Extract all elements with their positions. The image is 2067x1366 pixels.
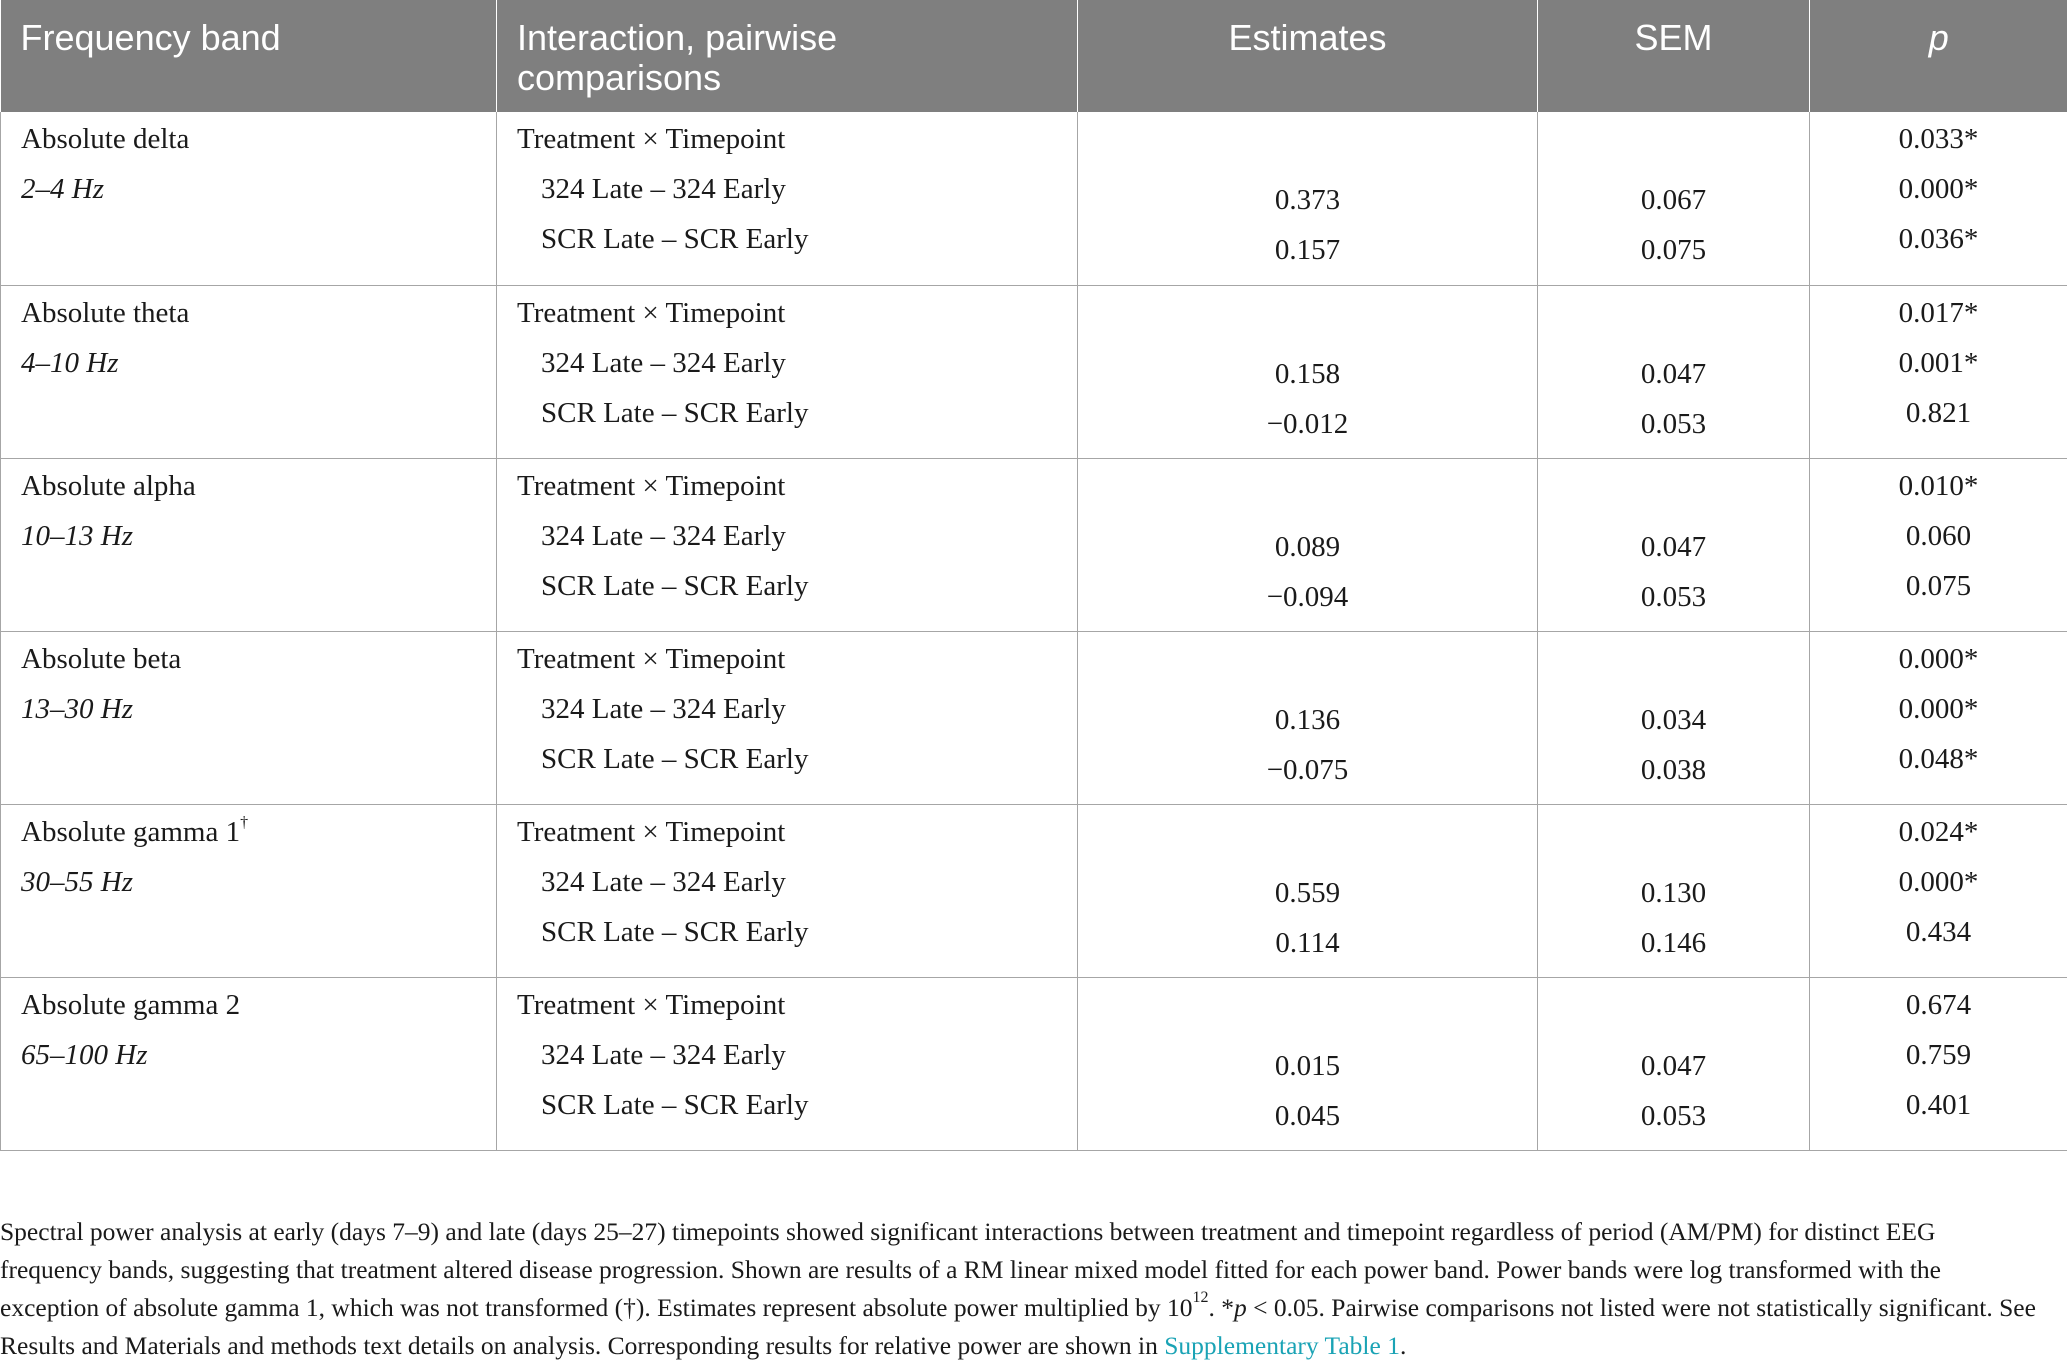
estimate-324: 0.089 bbox=[1274, 530, 1341, 563]
interaction-label: Treatment × Timepoint bbox=[517, 988, 786, 1021]
table-row bbox=[1, 804, 2067, 977]
p-cell bbox=[1810, 458, 2067, 631]
p-324: 0.000* bbox=[1898, 865, 1979, 898]
band-cell bbox=[1, 631, 497, 804]
p-cell bbox=[1810, 804, 2067, 977]
table-row bbox=[1, 977, 2067, 1150]
interaction-label: Treatment × Timepoint bbox=[517, 469, 786, 502]
band-range: 10–13 Hz bbox=[21, 519, 133, 552]
table-header-row bbox=[1, 0, 2067, 112]
sem-324: 0.047 bbox=[1640, 1049, 1707, 1082]
band-cell bbox=[1, 804, 497, 977]
band-range: 65–100 Hz bbox=[21, 1038, 148, 1071]
interaction-label: Treatment × Timepoint bbox=[517, 123, 786, 155]
header-interaction-line1: Interaction, pairwise bbox=[517, 17, 838, 58]
supplementary-table-link[interactable]: Supplementary Table 1 bbox=[1164, 1331, 1400, 1360]
p-cell bbox=[1810, 285, 2067, 458]
interaction-cell bbox=[497, 977, 1078, 1150]
p-324: 0.759 bbox=[1905, 1038, 1972, 1071]
sem-scr: 0.053 bbox=[1640, 407, 1707, 440]
comparison-324: 324 Late – 324 Early bbox=[541, 1038, 786, 1071]
band-range: 13–30 Hz bbox=[21, 692, 133, 725]
sem-cell bbox=[1538, 112, 1810, 285]
band-range: 4–10 Hz bbox=[21, 346, 119, 379]
footnote-part2: . * bbox=[1208, 1293, 1235, 1322]
comparison-324: 324 Late – 324 Early bbox=[541, 346, 786, 379]
footnote-text bbox=[0, 1213, 2040, 1365]
comparison-324: 324 Late – 324 Early bbox=[541, 173, 786, 205]
sem-scr: 0.053 bbox=[1640, 580, 1707, 613]
sem-cell bbox=[1538, 285, 1810, 458]
p-interaction: 0.000* bbox=[1898, 642, 1979, 675]
comparison-scr: SCR Late – SCR Early bbox=[541, 1088, 809, 1121]
p-interaction: 0.024* bbox=[1898, 815, 1979, 848]
estimates-cell bbox=[1078, 804, 1538, 977]
footnote-p-symbol: p bbox=[1234, 1293, 1247, 1322]
sem-324: 0.034 bbox=[1640, 703, 1707, 736]
header-estimates: Estimates bbox=[1078, 0, 1538, 112]
p-scr: 0.401 bbox=[1905, 1088, 1972, 1121]
table-row bbox=[1, 285, 2067, 458]
p-324: 0.000* bbox=[1898, 173, 1979, 205]
sem-324: 0.130 bbox=[1640, 876, 1707, 909]
sem-cell bbox=[1538, 804, 1810, 977]
table-footnote bbox=[0, 1213, 2040, 1365]
interaction-cell bbox=[497, 631, 1078, 804]
footnote-part3: < 0.05. Pairwise comparisons not listed were not statistically significant. See Results and Materials and methods text details on analysis. Corresponding results for relative power are shown in bbox=[0, 1293, 2036, 1360]
band-name bbox=[21, 988, 240, 1022]
comparison-scr: SCR Late – SCR Early bbox=[541, 915, 809, 948]
table-row bbox=[1, 112, 2067, 285]
p-interaction: 0.033* bbox=[1898, 123, 1979, 155]
p-cell bbox=[1810, 631, 2067, 804]
estimate-scr: 0.114 bbox=[1275, 926, 1340, 959]
p-interaction: 0.010* bbox=[1898, 469, 1979, 502]
header-frequency-band: Frequency band bbox=[1, 0, 497, 112]
table-row bbox=[1, 458, 2067, 631]
p-324: 0.001* bbox=[1898, 346, 1979, 379]
estimate-scr: 0.045 bbox=[1274, 1099, 1341, 1132]
estimates-cell bbox=[1078, 631, 1538, 804]
p-324: 0.000* bbox=[1898, 692, 1979, 725]
estimate-scr: −0.012 bbox=[1266, 407, 1349, 440]
band-label: Absolute gamma 2 bbox=[21, 988, 241, 1021]
band-name bbox=[21, 469, 196, 503]
comparison-324: 324 Late – 324 Early bbox=[541, 519, 786, 552]
estimates-cell bbox=[1078, 285, 1538, 458]
band-cell bbox=[1, 458, 497, 631]
estimates-cell bbox=[1078, 112, 1538, 285]
estimate-324: 0.158 bbox=[1274, 357, 1341, 390]
band-name bbox=[21, 642, 181, 676]
band-cell bbox=[1, 977, 497, 1150]
footnote-exponent: 12 bbox=[1192, 1289, 1209, 1306]
sem-cell bbox=[1538, 458, 1810, 631]
p-cell bbox=[1810, 977, 2067, 1150]
interaction-label: Treatment × Timepoint bbox=[517, 815, 786, 848]
estimates-cell bbox=[1078, 977, 1538, 1150]
header-sem: SEM bbox=[1538, 0, 1810, 112]
comparison-scr: SCR Late – SCR Early bbox=[541, 223, 809, 255]
sem-324: 0.067 bbox=[1640, 184, 1707, 216]
band-cell bbox=[1, 285, 497, 458]
band-label: Absolute gamma 1 bbox=[21, 815, 241, 848]
sem-cell bbox=[1538, 631, 1810, 804]
band-label: Absolute delta bbox=[21, 123, 190, 155]
estimate-324: 0.559 bbox=[1274, 876, 1341, 909]
comparison-scr: SCR Late – SCR Early bbox=[541, 396, 809, 429]
p-interaction: 0.674 bbox=[1905, 988, 1972, 1021]
sem-324: 0.047 bbox=[1640, 357, 1707, 390]
sem-324: 0.047 bbox=[1640, 530, 1707, 563]
interaction-cell bbox=[497, 285, 1078, 458]
sem-scr: 0.075 bbox=[1640, 234, 1707, 266]
band-name bbox=[21, 122, 189, 156]
interaction-label: Treatment × Timepoint bbox=[517, 642, 786, 675]
estimate-324: 0.136 bbox=[1274, 703, 1341, 736]
header-interaction-line2: comparisons bbox=[517, 57, 722, 98]
band-cell bbox=[1, 112, 497, 285]
p-cell bbox=[1810, 112, 2067, 285]
sem-cell bbox=[1538, 977, 1810, 1150]
p-scr: 0.075 bbox=[1905, 569, 1972, 602]
band-label: Absolute theta bbox=[21, 296, 190, 329]
p-scr: 0.821 bbox=[1905, 396, 1972, 429]
interaction-cell bbox=[497, 804, 1078, 977]
comparison-324: 324 Late – 324 Early bbox=[541, 865, 786, 898]
comparison-324: 324 Late – 324 Early bbox=[541, 692, 786, 725]
estimate-scr: 0.157 bbox=[1274, 234, 1341, 266]
band-range: 2–4 Hz bbox=[21, 173, 104, 205]
comparison-scr: SCR Late – SCR Early bbox=[541, 569, 809, 602]
sem-scr: 0.146 bbox=[1640, 926, 1707, 959]
band-label: Absolute beta bbox=[21, 642, 182, 675]
p-scr: 0.048* bbox=[1898, 742, 1979, 775]
estimate-324: 0.373 bbox=[1274, 184, 1341, 216]
sem-scr: 0.053 bbox=[1640, 1099, 1707, 1132]
p-scr: 0.434 bbox=[1905, 915, 1972, 948]
comparison-scr: SCR Late – SCR Early bbox=[541, 742, 809, 775]
estimate-scr: −0.094 bbox=[1266, 580, 1349, 613]
p-scr: 0.036* bbox=[1898, 223, 1979, 255]
header-p: p bbox=[1810, 0, 2067, 112]
estimates-cell bbox=[1078, 458, 1538, 631]
interaction-cell bbox=[497, 458, 1078, 631]
footnote-part4: . bbox=[1399, 1331, 1407, 1360]
estimate-324: 0.015 bbox=[1274, 1049, 1341, 1082]
band-name bbox=[21, 815, 248, 849]
header-interaction bbox=[497, 0, 1078, 112]
band-range: 30–55 Hz bbox=[21, 865, 133, 898]
band-name bbox=[21, 296, 189, 330]
p-interaction: 0.017* bbox=[1898, 296, 1979, 329]
sem-scr: 0.038 bbox=[1640, 753, 1707, 786]
table-body bbox=[1, 112, 2067, 1150]
interaction-cell bbox=[497, 112, 1078, 285]
table-row bbox=[1, 631, 2067, 804]
footnote-part1: Spectral power analysis at early (days 7–9) and late (days 25–27) timepoints showed significant interactions between treatment and timepoint regardless of period (AM/PM) for distinct EEG frequency bands, suggesting that treatment altered disease progression. Shown are results of a RM linear mixed model fitted for each power band. Power bands were log transformed with the exception of absolute gamma 1, which was not transformed (†). Estimates represent absolute power multiplied by 10 bbox=[0, 1217, 1941, 1322]
p-324: 0.060 bbox=[1905, 519, 1972, 552]
interaction-label: Treatment × Timepoint bbox=[517, 296, 786, 329]
estimate-scr: −0.075 bbox=[1266, 753, 1349, 786]
band-label: Absolute alpha bbox=[21, 469, 196, 502]
band-footnote-mark: † bbox=[240, 813, 249, 831]
